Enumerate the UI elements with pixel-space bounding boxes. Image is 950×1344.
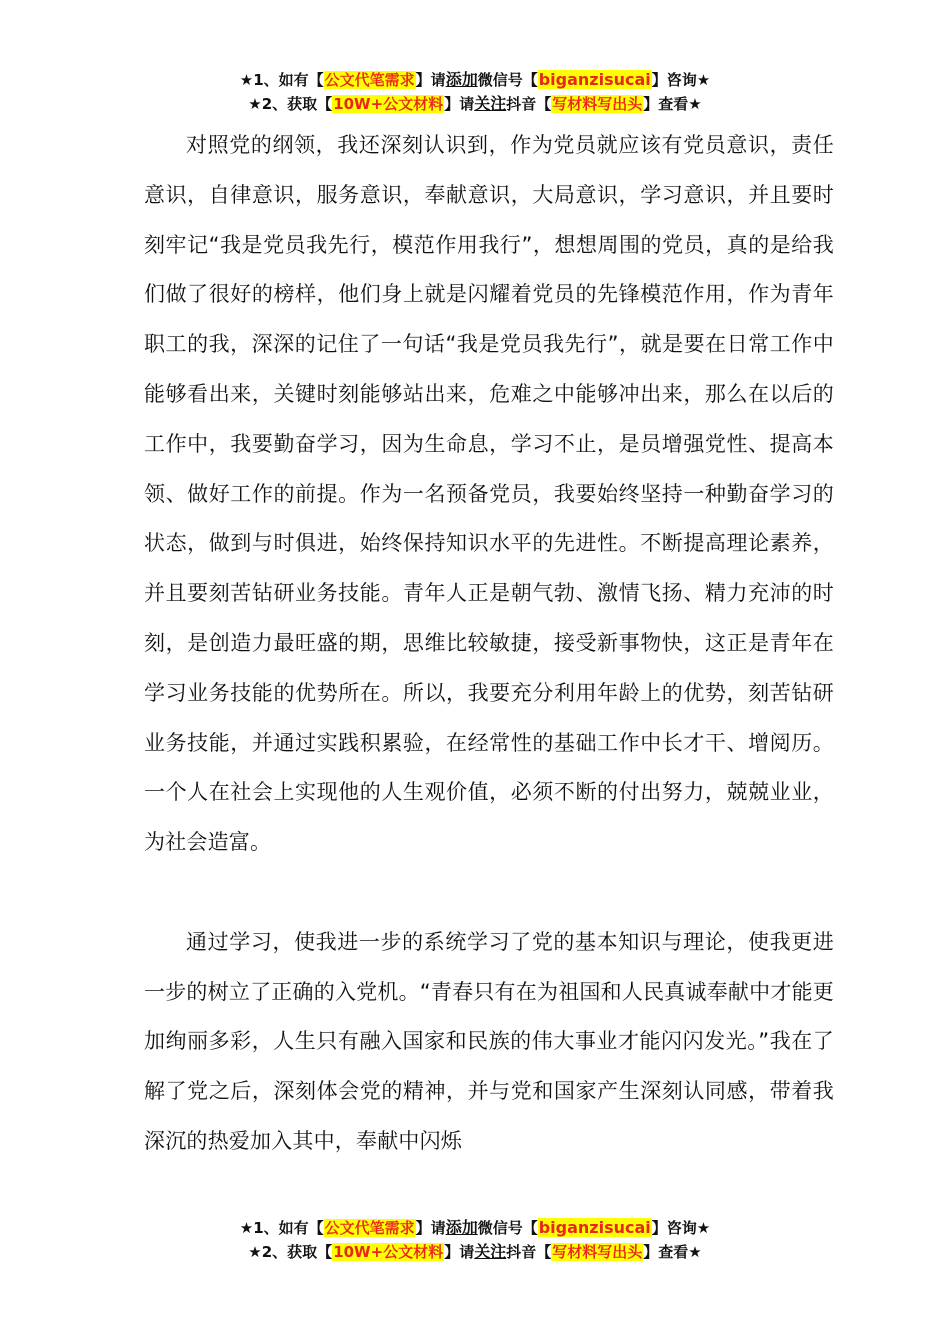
highlight-douyin: 写材料写出头: [552, 95, 643, 113]
footer-banner: [0, 1216, 950, 1264]
banner-text: 】请: [415, 1219, 446, 1237]
highlight-materials: 10W+公文材料: [333, 95, 444, 113]
banner-emphasis: 关注: [474, 94, 507, 113]
header-banner: [0, 68, 950, 116]
banner-text: ★2、获取【: [248, 95, 333, 113]
highlight-douyin: 写材料写出头: [552, 1243, 643, 1261]
banner-line-1: [0, 1216, 950, 1240]
banner-line-2: [0, 92, 950, 116]
banner-emphasis: 添加: [445, 70, 478, 89]
banner-text: 】咨询★: [651, 71, 711, 89]
banner-text: 抖音【: [506, 95, 552, 113]
highlight-service: 公文代笔需求: [324, 71, 415, 89]
banner-text: 】请: [444, 95, 475, 113]
banner-text: ★1、如有【: [239, 71, 324, 89]
banner-line-2: [0, 1240, 950, 1264]
banner-text: 】查看★: [643, 95, 702, 113]
banner-emphasis: 关注: [474, 1242, 507, 1261]
highlight-wechat-id: biganzisucai: [538, 70, 651, 89]
banner-text: 】请: [444, 1243, 475, 1261]
paragraph-spacer: [144, 868, 834, 918]
paragraph-1: 对照党的纲领，我还深刻认识到，作为党员就应该有党员意识，责任意识，自律意识，服务意识，奉献意识，大局意识，学习意识，并且要时刻牢记“我是党员我先行，模范作用我行”，想想周围的党员，真的是给我们做了很好的榜样，他们身上就是闪耀着党员的先锋模范作用，作为青年职工的我，深深的记住了一句话“我是党员我先行”，就是要在日常工作中能够看出来，关键时刻能够站出来，危难之中能够冲出来，那么在以后的工作中，我要勤奋学习，因为生命息，学习不止，是员增强党性、提高本领、做好工作的前提。作为一名预备党员，我要始终坚持一种勤奋学习的状态，做到与时俱进，始终保持知识水平的先进性。不断提高理论素养，并且要刻苦钻研业务技能。青年人正是朝气勃、激情飞扬、精力充沛的时刻，是创造力最旺盛的期，思维比较敏捷，接受新事物快，这正是青年在学习业务技能的优势所在。所以，我要充分利用年龄上的优势，刻苦钻研业务技能，并通过实践积累验，在经常性的基础工作中长才干、增阅历。一个人在社会上实现他的人生观价值，必须不断的付出努力，兢兢业业，为社会造富。: [144, 133, 834, 855]
highlight-service: 公文代笔需求: [324, 1219, 415, 1237]
banner-text: ★1、如有【: [239, 1219, 324, 1237]
document-body: [144, 121, 834, 1167]
banner-text: 抖音【: [506, 1243, 552, 1261]
banner-line-1: [0, 68, 950, 92]
banner-text: 微信号【: [477, 71, 538, 89]
highlight-wechat-id: biganzisucai: [538, 1218, 651, 1237]
paragraph-2: 通过学习，使我进一步的系统学习了党的基本知识与理论，使我更进一步的树立了正确的入党机。“青春只有在为祖国和人民真诚奉献中才能更加绚丽多彩，人生只有融入国家和民族的伟大事业才能闪闪发光。”我在了解了党之后，深刻体会党的精神，并与党和国家产生深刻认同感，带着我深沉的热爱加入其中，奉献中闪烁: [144, 929, 834, 1153]
banner-text: 微信号【: [477, 1219, 538, 1237]
banner-text: ★2、获取【: [248, 1243, 333, 1261]
highlight-materials: 10W+公文材料: [333, 1243, 444, 1261]
banner-emphasis: 添加: [445, 1218, 478, 1237]
banner-text: 】请: [415, 71, 446, 89]
banner-text: 】咨询★: [651, 1219, 711, 1237]
banner-text: 】查看★: [643, 1243, 702, 1261]
